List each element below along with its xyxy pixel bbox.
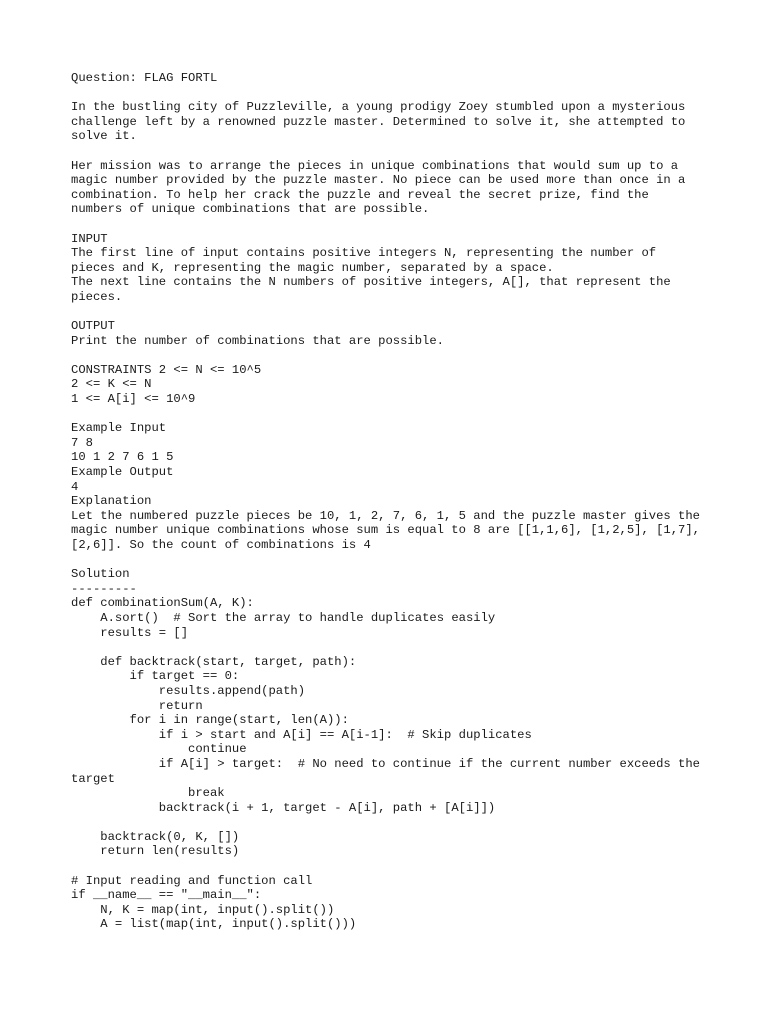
- code-line: def backtrack(start, target, path):: [71, 654, 357, 669]
- input-line-1: The first line of input contains positive integers N, representing the number of pieces and K, representing the magic number, separated by a space.: [71, 246, 664, 275]
- explanation-text: Let the numbered puzzle pieces be 10, 1, 2, 7, 6, 1, 5 and the puzzle master gives the magic number unique combinations whose sum is equal to 8 are [[1,1,6], [1,2,5], [1,7], [2,6]]. So the count of combinations is 4: [71, 508, 708, 552]
- code-line: for i in range(start, len(A)):: [71, 713, 349, 728]
- blank-line: [71, 348, 701, 363]
- code-line: results = []: [71, 625, 189, 640]
- constraints-line-2: 2 <= K <= N: [71, 377, 152, 392]
- code-line: backtrack(i + 1, target - A[i], path + [A[i]]): [71, 800, 496, 815]
- code-line: continue: [71, 742, 247, 757]
- example-input-line-1: 7 8: [71, 435, 93, 450]
- code-line: A.sort() # Sort the array to handle duplicates easily: [71, 610, 496, 625]
- blank-line: [71, 640, 701, 655]
- blank-line: [71, 86, 701, 101]
- example-output-heading: Example Output: [71, 465, 174, 480]
- output-heading: OUTPUT: [71, 319, 115, 334]
- code-line: break: [71, 786, 225, 801]
- example-input-line-2: 10 1 2 7 6 1 5: [71, 450, 174, 465]
- blank-line: [71, 407, 701, 422]
- blank-line: [71, 217, 701, 232]
- story-paragraph: In the bustling city of Puzzleville, a young prodigy Zoey stumbled upon a mysterious challenge left by a renowned puzzle master. Determined to solve it, she attempted to solve it.: [71, 100, 693, 144]
- code-line: if i > start and A[i] == A[i-1]: # Skip duplicates: [71, 727, 532, 742]
- blank-line: [71, 859, 701, 874]
- question-title: Question: FLAG FORTL: [71, 71, 218, 85]
- input-heading: INPUT: [71, 231, 108, 246]
- output-text: Print the number of combinations that are possible.: [71, 333, 444, 348]
- code-line: backtrack(0, K, []): [71, 829, 240, 844]
- input-line-2: The next line contains the N numbers of positive integers, A[], that represent the pieces.: [71, 275, 679, 304]
- blank-line: [71, 305, 701, 320]
- code-line: N, K = map(int, input().split()): [71, 902, 335, 917]
- code-line: if __name__ == "__main__":: [71, 888, 262, 903]
- code-line: if target == 0:: [71, 669, 240, 684]
- explanation-heading: Explanation: [71, 494, 152, 509]
- document-page: [71, 71, 708, 932]
- example-input-heading: Example Input: [71, 421, 167, 436]
- solution-divider: ---------: [71, 581, 137, 596]
- code-line: A = list(map(int, input().split())): [71, 917, 357, 932]
- solution-heading: Solution: [71, 567, 130, 582]
- example-output-value: 4: [71, 479, 79, 494]
- code-line: results.append(path): [71, 683, 306, 698]
- blank-line: [71, 144, 701, 159]
- code-line: def combinationSum(A, K):: [71, 596, 254, 611]
- constraints-line-1: CONSTRAINTS 2 <= N <= 10^5: [71, 362, 262, 377]
- code-comment-line: # Input reading and function call: [71, 873, 313, 888]
- mission-paragraph: Her mission was to arrange the pieces in unique combinations that would sum up to a magic number provided by the puzzle master. No piece can be used more than once in a combination. To help her crack the puzzle and reveal the secret prize, find the numbers of unique combinations that are possible.: [71, 158, 693, 217]
- code-line: return len(results): [71, 844, 240, 859]
- code-line: if A[i] > target: # No need to continue if the current number exceeds the target: [71, 756, 708, 786]
- constraints-line-3: 1 <= A[i] <= 10^9: [71, 392, 196, 407]
- blank-line: [71, 815, 701, 830]
- code-line: return: [71, 698, 203, 713]
- blank-line: [71, 553, 701, 568]
